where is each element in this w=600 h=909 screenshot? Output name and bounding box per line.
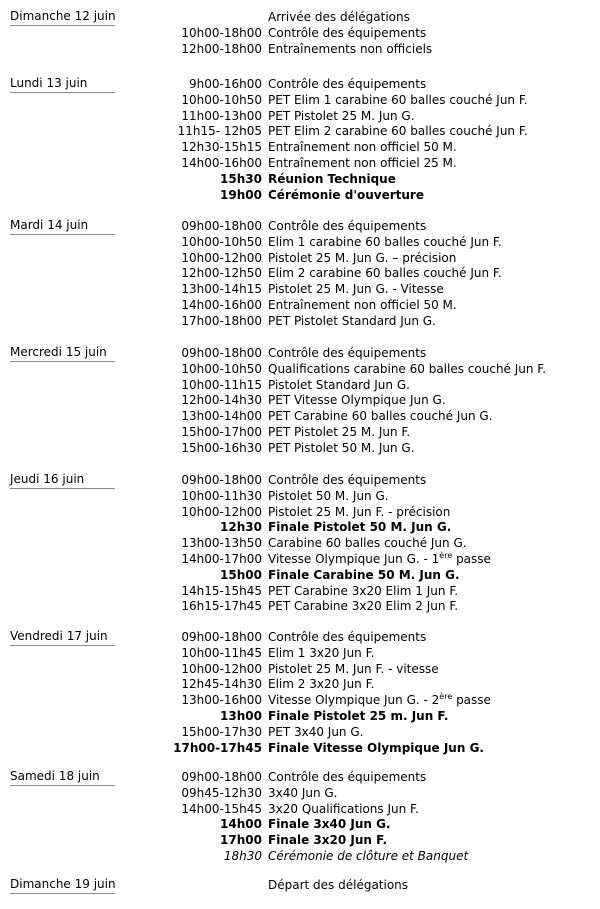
event-description: PET Vitesse Olympique Jun G.: [268, 393, 446, 408]
event-time: 17h00-17h45: [173, 740, 262, 755]
event-description: Finale 3x20 Jun F.: [268, 833, 388, 848]
event-time: 10h00-10h50: [181, 361, 262, 376]
event-description: Contrôle des équipements: [268, 473, 427, 487]
event-description: PET Pistolet 50 M. Jun G.: [268, 440, 415, 455]
event-description: Finale Carabine 50 M. Jun G.: [268, 567, 460, 582]
event-time: 15h00-16h30: [181, 440, 262, 455]
event-description: 3x20 Qualifications Jun F.: [268, 801, 419, 816]
event-time: 14h00: [220, 817, 262, 832]
event-description: Entraînement non officiel 50 M.: [268, 140, 457, 155]
event-time: 10h00-12h00: [181, 661, 262, 676]
event-description: Finale Vitesse Olympique Jun G.: [268, 740, 484, 755]
event-time: 09h00-18h00: [181, 770, 262, 784]
event-time: 15h30: [220, 171, 262, 186]
event-description: Départ des délégations: [268, 878, 409, 892]
event-time: 12h30-15h15: [181, 140, 262, 155]
event-time: 13h00-14h15: [181, 282, 262, 297]
event-time: 17h00: [220, 833, 262, 848]
event-time: 11h15- 12h05: [177, 124, 262, 139]
event-time: 14h00-16h00: [181, 298, 262, 312]
event-description: Carabine 60 balles couché Jun G.: [268, 536, 467, 551]
event-description: Qualifications carabine 60 balles couché Jun F.: [268, 361, 547, 376]
event-description: Contrôle des équipements: [268, 630, 427, 644]
event-time: 14h00-17h00: [181, 552, 262, 566]
event-time: 15h00-17h00: [181, 425, 262, 439]
event-time: 10h00-11h45: [181, 645, 262, 660]
event-description: Pistolet 25 M. Jun F. - précision: [268, 504, 451, 519]
event-time: 17h00-18h00: [181, 313, 262, 328]
event-time: 09h00-18h00: [181, 346, 262, 360]
ordinal-suffix: ère: [439, 692, 453, 702]
event-time: 12h45-14h30: [181, 677, 262, 692]
event-time: 10h00-12h00: [181, 250, 262, 265]
event-description: Elim 2 3x20 Jun F.: [268, 677, 375, 692]
event-description: Vitesse Olympique Jun G. - 1ère passe: [268, 551, 491, 566]
event-time: 13h00-14h00: [181, 409, 262, 424]
event-time: 10h00-11h30: [181, 488, 262, 503]
event-time: 12h00-18h00: [181, 41, 262, 56]
event-description: Contrôle des équipements: [268, 770, 427, 784]
event-description: Elim 1 carabine 60 balles couché Jun F.: [268, 234, 502, 249]
event-time: 13h00-13h50: [181, 536, 262, 551]
event-time: 14h00-15h45: [181, 801, 262, 816]
event-description: Entraînement non officiel 50 M.: [268, 298, 457, 312]
event-description: Entraînement non officiel 25 M.: [268, 156, 457, 170]
day-heading: Mardi 14 juin: [10, 218, 115, 235]
event-description: PET Carabine 3x20 Elim 2 Jun F.: [268, 599, 459, 614]
event-description: Contrôle des équipements: [268, 25, 427, 40]
event-description: Pistolet 25 M. Jun G. – précision: [268, 250, 457, 265]
event-time: 15h00-17h30: [181, 724, 262, 739]
event-description: PET Carabine 3x20 Elim 1 Jun F.: [268, 583, 459, 598]
event-description: Vitesse Olympique Jun G. - 2ère passe: [268, 692, 491, 708]
event-description: Finale Pistolet 25 m. Jun F.: [268, 709, 449, 723]
event-time: 10h00-12h00: [181, 504, 262, 519]
event-description: Entraînements non officiels: [268, 41, 433, 56]
event-description: Cérémonie d'ouverture: [268, 187, 424, 202]
event-time: 9h00-16h00: [189, 77, 262, 91]
event-description: Elim 1 3x20 Jun F.: [268, 645, 375, 660]
event-description: 3x40 Jun G.: [268, 785, 338, 800]
event-time: 09h00-18h00: [181, 219, 262, 233]
event-time: 12h00-12h50: [181, 266, 262, 281]
event-description: Pistolet 25 M. Jun G. - Vitesse: [268, 282, 444, 297]
event-description: Pistolet 50 M. Jun G.: [268, 488, 389, 503]
event-time: 18h30: [223, 849, 262, 863]
day-heading: Jeudi 16 juin: [10, 472, 115, 489]
event-description: Réunion Technique: [268, 171, 396, 186]
event-time: 09h00-18h00: [181, 473, 262, 487]
event-description: Finale Pistolet 50 M. Jun G.: [268, 520, 452, 535]
event-time: 11h00-13h00: [181, 108, 262, 123]
event-time: 14h00-16h00: [181, 156, 262, 170]
event-description: Pistolet 25 M. Jun F. - vitesse: [268, 661, 439, 676]
event-description: PET Pistolet 25 M. Jun F.: [268, 425, 411, 439]
event-description: Finale 3x40 Jun G.: [268, 817, 391, 832]
event-description: PET 3x40 Jun G.: [268, 724, 364, 739]
day-heading: Vendredi 17 juin: [10, 629, 115, 646]
event-description: PET Elim 1 carabine 60 balles couché Jun F.: [268, 92, 528, 107]
event-time: 12h30: [220, 520, 262, 535]
ordinal-suffix: ère: [439, 551, 453, 560]
event-description: PET Pistolet Standard Jun G.: [268, 313, 436, 328]
day-heading: Dimanche 19 juin: [10, 877, 115, 894]
event-time: 09h00-18h00: [181, 630, 262, 644]
day-heading: Samedi 18 juin: [10, 769, 115, 786]
event-description: PET Elim 2 carabine 60 balles couché Jun F.: [268, 124, 528, 139]
event-description: Contrôle des équipements: [268, 346, 427, 360]
event-description: PET Pistolet 25 M. Jun G.: [268, 108, 415, 123]
event-time: 10h00-18h00: [181, 25, 262, 40]
event-description: PET Carabine 60 balles couché Jun G.: [268, 409, 493, 424]
event-time: 12h00-14h30: [181, 393, 262, 408]
event-description: Elim 2 carabine 60 balles couché Jun F.: [268, 266, 502, 281]
day-heading: Dimanche 12 juin: [10, 9, 115, 26]
event-time: 13h00-16h00: [181, 693, 262, 708]
event-time: 16h15-17h45: [181, 599, 262, 614]
event-description: Contrôle des équipements: [268, 219, 427, 233]
event-description: Pistolet Standard Jun G.: [268, 377, 410, 392]
event-time: 10h00-10h50: [181, 92, 262, 107]
day-heading: Lundi 13 juin: [10, 76, 115, 93]
event-time: 10h00-11h15: [181, 377, 262, 392]
event-time: 13h00: [220, 709, 262, 723]
event-description: Cérémonie de clôture et Banquet: [268, 849, 469, 863]
day-heading: Mercredi 15 juin: [10, 345, 115, 362]
event-time: 09h45-12h30: [181, 785, 262, 800]
event-description: Arrivée des délégations: [268, 10, 410, 24]
event-time: 19h00: [220, 187, 262, 202]
event-time: 10h00-10h50: [181, 234, 262, 249]
event-description: Contrôle des équipements: [268, 77, 427, 91]
event-time: 15h00: [220, 567, 262, 582]
event-time: 14h15-15h45: [181, 583, 262, 598]
